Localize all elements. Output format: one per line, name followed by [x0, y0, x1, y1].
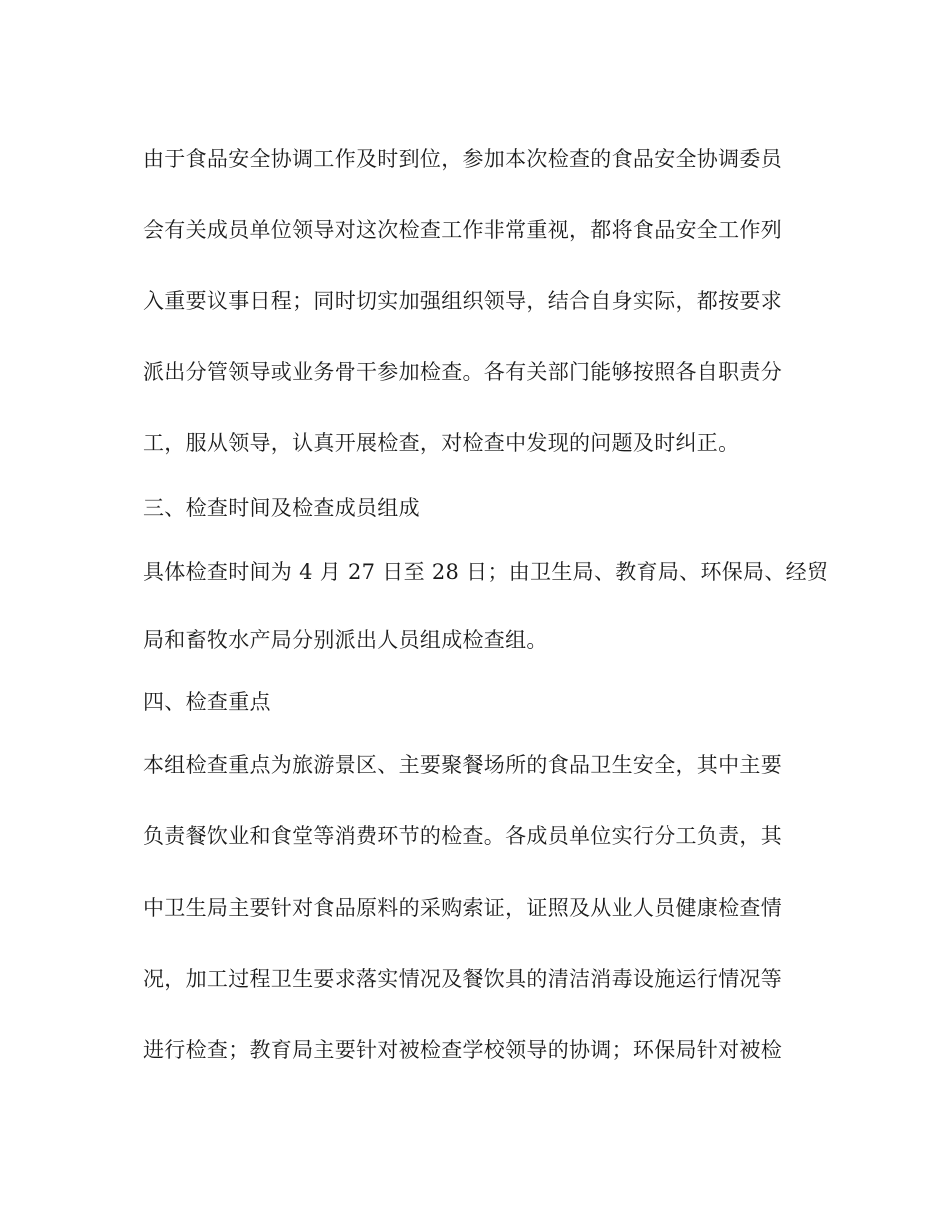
- paragraph-line: 工，服从领导，认真开展检查，对检查中发现的问题及时纠正。: [143, 431, 740, 455]
- paragraph-line: 派出分管领导或业务骨干参加检查。各有关部门能够按照各自职责分: [143, 360, 782, 384]
- paragraph-line: 本组检查重点为旅游景区、主要聚餐场所的食品卫生安全，其中主要: [143, 753, 782, 777]
- paragraph-line: 局和畜牧水产局分别派出人员组成检查组。: [143, 628, 548, 652]
- paragraph-line: 负责餐饮业和食堂等消费环节的检查。各成员单位实行分工负责，其: [143, 824, 782, 848]
- section-heading: 三、检查时间及检查成员组成: [143, 496, 420, 520]
- paragraph-line: 中卫生局主要针对食品原料的采购索证，证照及从业人员健康检查情: [143, 896, 782, 920]
- paragraph-line: 进行检查；教育局主要针对被检查学校领导的协调；环保局针对被检: [143, 1038, 782, 1062]
- paragraph-line: 会有关成员单位领导对这次检查工作非常重视，都将食品安全工作列: [143, 218, 782, 242]
- paragraph-line: 入重要议事日程；同时切实加强组织领导，结合自身实际，都按要求: [143, 289, 782, 313]
- paragraph-line: 况，加工过程卫生要求落实情况及餐饮具的清洁消毒设施运行情况等: [143, 967, 782, 991]
- section-heading: 四、检查重点: [143, 690, 271, 714]
- paragraph-line: 由于食品安全协调工作及时到位，参加本次检查的食品安全协调委员: [143, 147, 782, 171]
- paragraph-line: 具体检查时间为 4 月 27 日至 28 日；由卫生局、教育局、环保局、经贸: [143, 560, 829, 584]
